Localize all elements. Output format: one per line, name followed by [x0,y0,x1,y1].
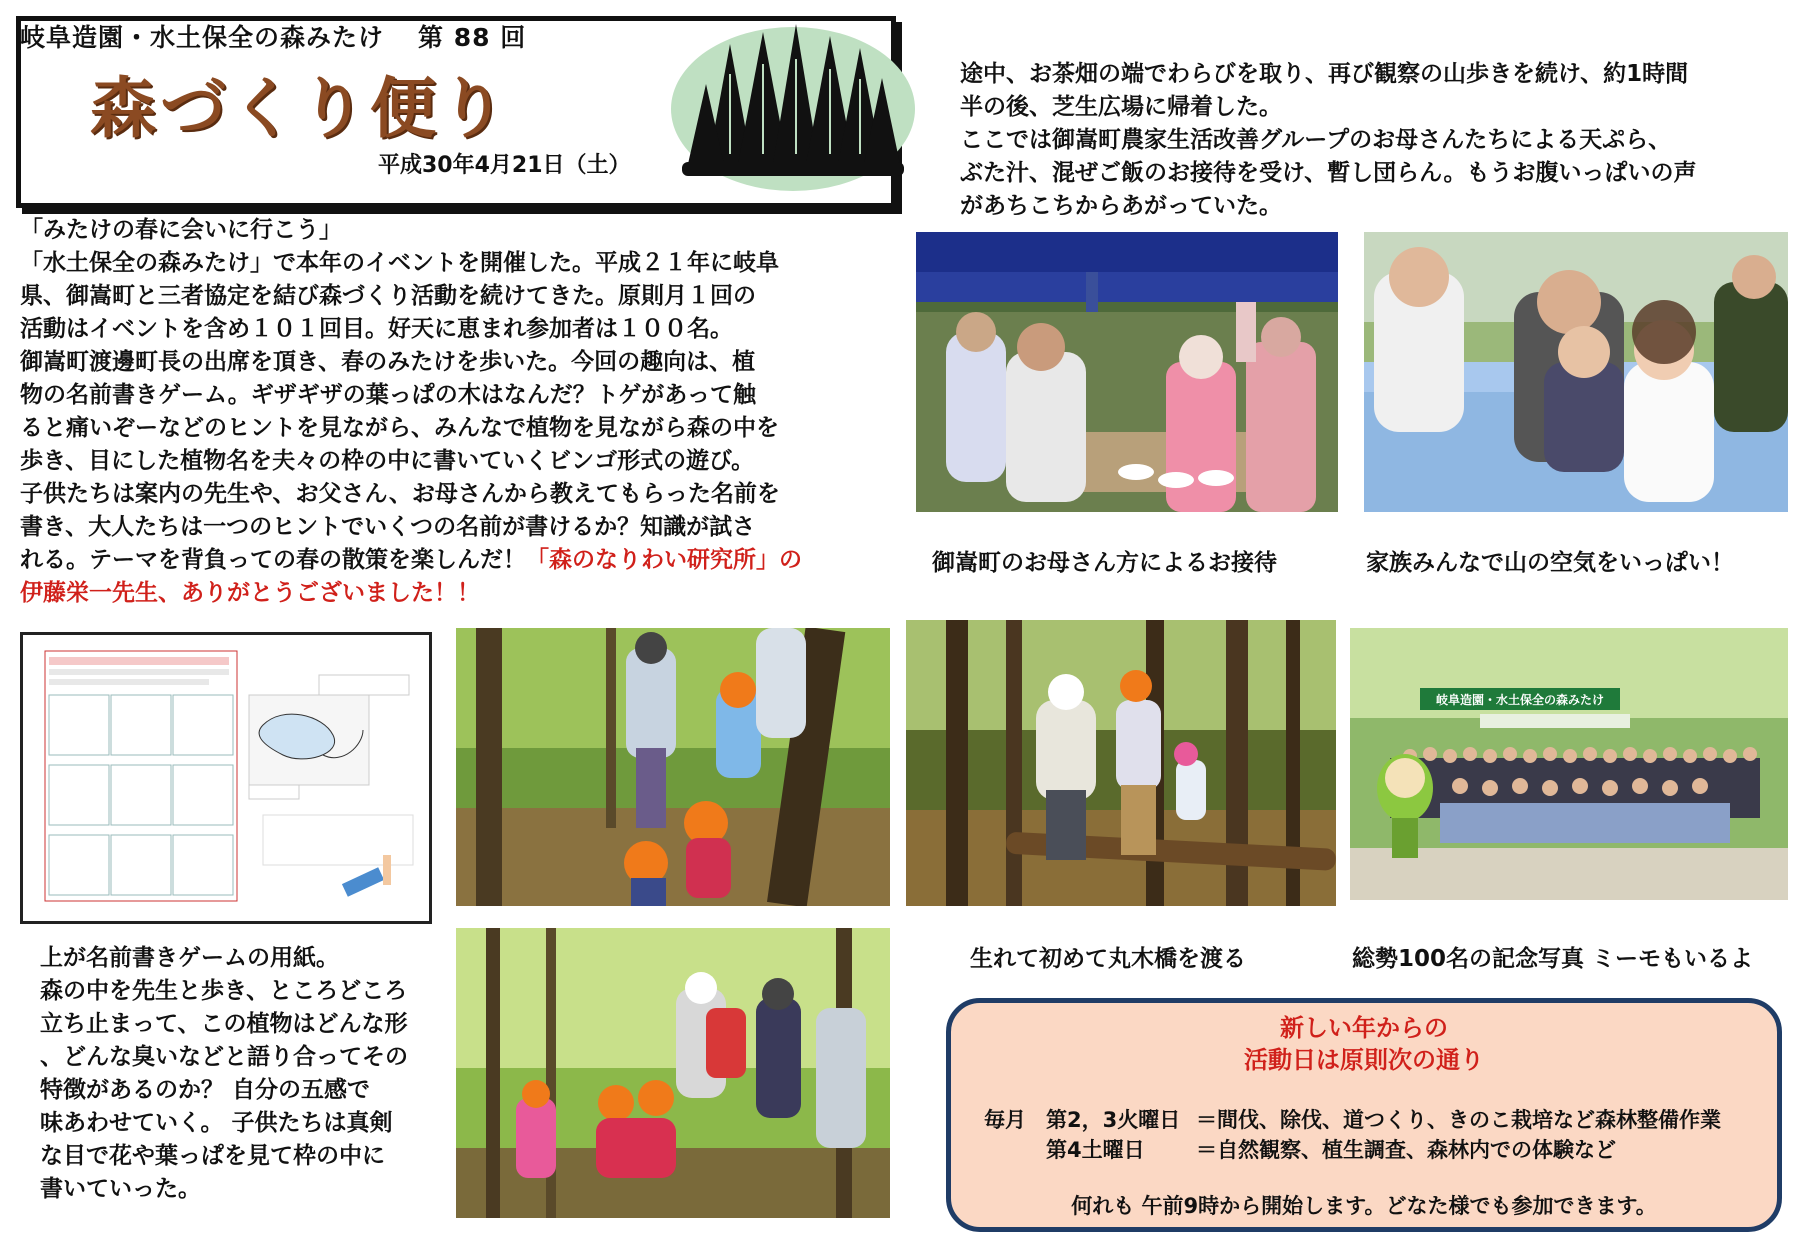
right-line: ここでは御嵩町農家生活改善グループのお母さんたちによる天ぷら、 [960,127,1672,153]
intro-line: 書き、大人たちは一つのヒントでいくつの名前が書けるか？知識が試さ [20,514,756,540]
issue-date: 平成30年4月21日（土） [378,153,631,178]
name-game-worksheet [20,632,432,924]
intro-line: 県、御嵩町と三者協定を結び森づくり活動を続けてきた。原則月１回の [20,283,756,309]
photo-family [1364,232,1788,512]
intro-line: 「みたけの春に会いに行こう」 [20,217,342,243]
right-line: があちこちからあがっていた。 [960,193,1282,219]
intro-thanks: 伊藤栄一先生、ありがとうございました！！ [20,580,480,606]
caption-reception: 御嵩町のお母さん方によるお接待 [932,550,1277,576]
intro-line-highlight: 「森のなりわい研究所」の [526,547,802,573]
intro-line: 歩き、目にした植物名を夫々の枠の中に書いていくビンゴ形式の遊び。 [20,448,755,474]
desc-line: 森の中を先生と歩き、ところどころ [40,978,408,1004]
caption-group-photo: 総勢100名の記念写真 ミーモもいるよ [1352,946,1754,972]
notice-row1-desc: ＝間伐、除伐、道つくり、きのこ栽培など森林整備作業 [1196,1108,1721,1132]
desc-line: 立ち止まって、この植物はどんな形 [40,1011,408,1037]
intro-line: 子供たちは案内の先生や、お父さん、お母さんから教えてもらった名前を [20,481,780,507]
desc-line: 、どんな臭いなどと語り合ってその [40,1044,408,1070]
intro-line [20,544,860,577]
notice-monthly-label: 毎月 [984,1108,1026,1132]
caption-log-bridge: 生れて初めて丸木橋を渡る [970,946,1246,972]
desc-line: な目で花や葉っぱを見て枠の中に [40,1143,385,1169]
banner-text: 岐阜造園・水土保全の森みたけ [1435,693,1605,707]
notice-row2-desc: ＝自然観察、植生調査、森林内での体験など [1196,1138,1616,1162]
intro-line-plain: れる。テーマを背負っての春の散策を楽しんだ！ [20,547,526,573]
newsletter-title: 森づくり便り [90,70,510,147]
desc-line: 書いていった。 [40,1176,201,1202]
right-top-text [960,58,1790,223]
header-series [20,18,526,54]
right-line: 途中、お茶畑の端でわらびを取り、再び観察の山歩きを続け、約1時間 [960,61,1689,87]
notice-row2-day: 第4土曜日 [1046,1138,1145,1162]
notice-title-line2: 活動日は原則次の通り [1244,1046,1484,1074]
intro-line: ると痛いぞーなどのヒントを見ながら、みんなで植物を見ながら森の中を [20,415,779,441]
desc-line: 特徴があるのか？ 自分の五感で [40,1077,371,1103]
intro-line: 物の名前書きゲーム。ギザギザの葉っぱの木はなんだ？トゲがあって触 [20,382,756,408]
desc-line: 味あわせていく。 子供たちは真剣 [40,1110,393,1136]
notice-footer: 何れも 午前9時から開始します。どなた様でも参加できます。 [1071,1194,1657,1218]
photo-log-bridge [906,620,1336,906]
intro-text [20,214,860,610]
notice-title [946,1012,1782,1076]
desc-line: 上が名前書きゲームの用紙。 [40,945,339,971]
photo-group [1350,628,1788,900]
right-line: 半の後、芝生広場に帰着した。 [960,94,1282,120]
series-name: 岐阜造園・水土保全の森みたけ [20,23,385,52]
notice-row1-day: 第2，3火曜日 [1046,1108,1181,1132]
intro-line: 活動はイベントを含め１０１回目。好天に恵まれ参加者は１００名。 [20,316,733,342]
photo-forest-walk [456,928,890,1218]
issue-number: 第 88 回 [418,23,527,52]
photo-reception [916,232,1338,512]
worksheet-description [40,942,420,1206]
forest-illustration [668,14,918,192]
caption-family: 家族みんなで山の空気をいっぱい！ [1366,550,1734,576]
notice-title-line1: 新しい年からの [1280,1014,1448,1042]
intro-line: 御嵩町渡邊町長の出席を頂き、春のみたけを歩いた。今回の趣向は、植 [20,349,756,375]
intro-line: 「水土保全の森みたけ」で本年のイベントを開催した。平成２１年に岐阜 [20,250,779,276]
photo-kids-forest [456,628,890,906]
right-line: ぶた汁、混ぜご飯のお接待を受け、暫し団らん。もうお腹いっぱいの声 [960,160,1697,186]
